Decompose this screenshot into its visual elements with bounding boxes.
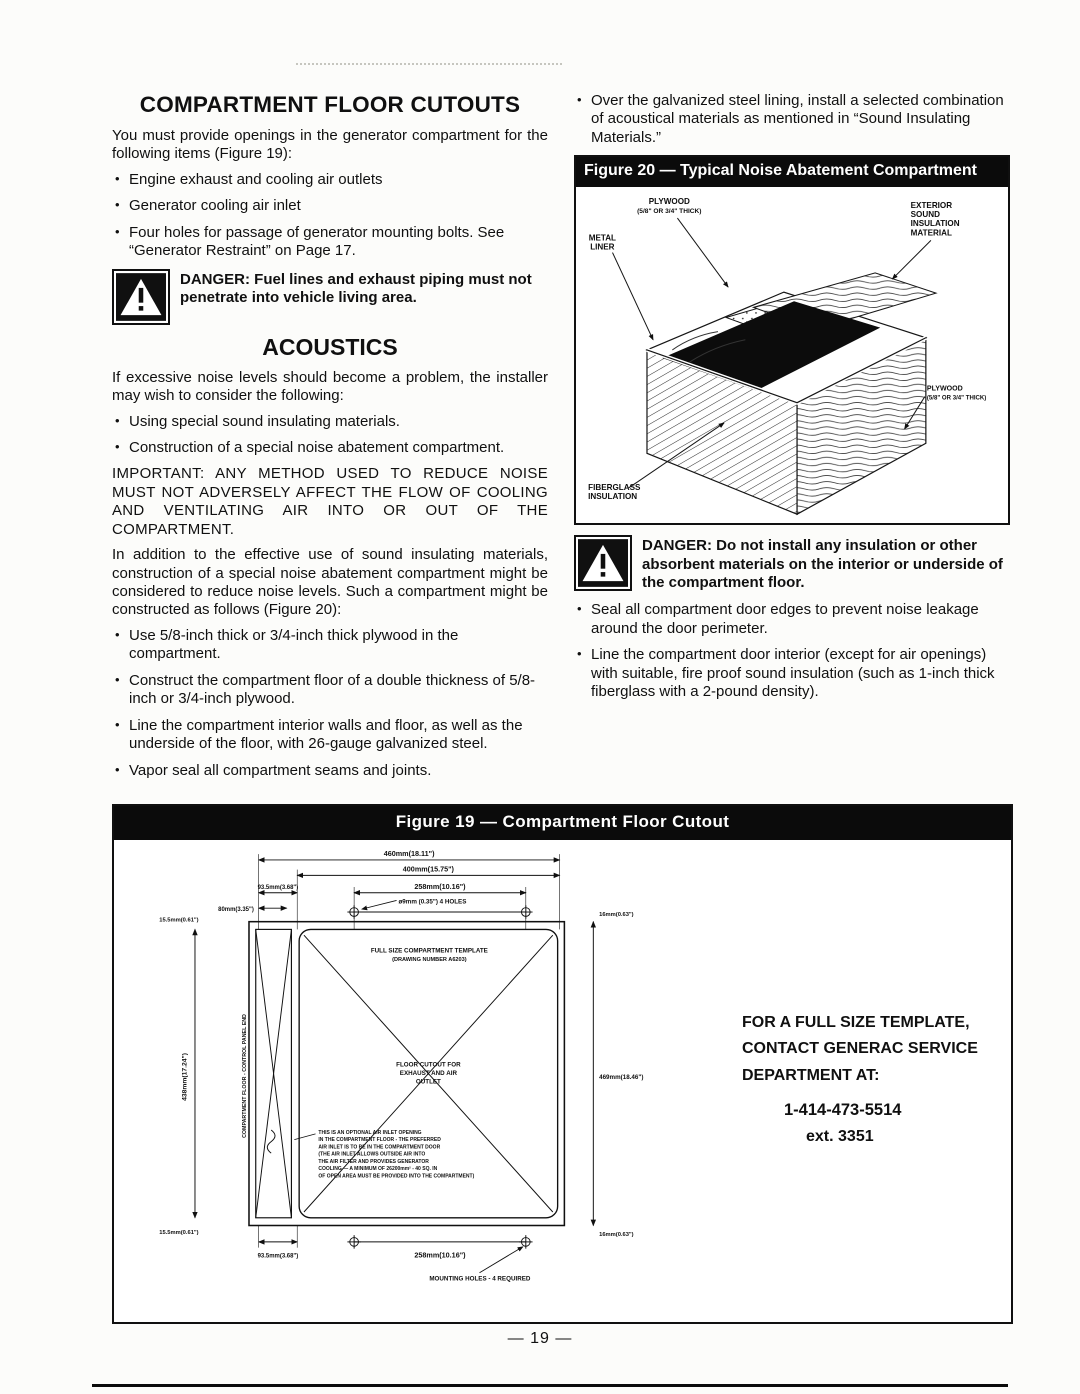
contact-line-3: DEPARTMENT AT:: [742, 1066, 880, 1084]
warning-triangle-icon: [578, 539, 628, 587]
list-item: [112, 171, 548, 189]
danger-warning-insulation: [574, 535, 1010, 592]
dim-16-bot: 16mm(0.63"): [599, 1232, 634, 1239]
danger-icon: [112, 269, 170, 325]
svg-text:THE AIR FILTER AND PROVIDES GE: THE AIR FILTER AND PROVIDES GENERATOR: [318, 1158, 429, 1165]
danger-icon: [574, 535, 632, 591]
svg-text:INSULATION: INSULATION: [588, 492, 638, 502]
contact-line-2: CONTACT GENERAC SERVICE: [742, 1040, 978, 1058]
list-item-text: Engine exhaust and cooling air outlets: [129, 170, 383, 188]
svg-text:IN THE COMPARTMENT FLOOR - THE: IN THE COMPARTMENT FLOOR - THE PREFERRED: [318, 1137, 441, 1144]
noise-abatement-drawing: [576, 187, 1008, 523]
svg-text:AIR INLET IS TO BE IN THE COMP: AIR INLET IS TO BE IN THE COMPARTMENT DOOR: [318, 1144, 441, 1151]
dim-16-top: 16mm(0.63"): [599, 911, 634, 918]
list-item-text: Use 5/8-inch thick or 3/4-inch thick plywood in the compartment.: [129, 626, 459, 663]
figure-19: [112, 804, 1013, 1324]
label-cutout: FLOOR CUTOUT FOR: [396, 1061, 461, 1069]
label-template: FULL SIZE COMPARTMENT TEMPLATE: [370, 947, 488, 955]
list-item: [574, 601, 1010, 638]
figure19-title: Figure 19 — Compartment Floor Cutout: [114, 806, 1011, 840]
right-column: [574, 92, 1010, 804]
dimension-labels: [159, 849, 643, 1259]
list-item-text: Over the galvanized steel lining, install a selected combination of acoustical materials as mentioned in “Sound Insulating Materials.”: [591, 92, 1004, 146]
scan-artifact: [296, 63, 562, 65]
warning-triangle-icon: [116, 273, 166, 321]
openings-list: [112, 171, 548, 261]
list-item: [112, 413, 548, 431]
consider-list: [112, 413, 548, 458]
dim-460: 460mm(18.11"): [383, 849, 435, 859]
figure20-title: Figure 20 — Typical Noise Abatement Compartment: [576, 157, 1008, 187]
svg-text:THIS IS AN OPTIONAL AIR INLET: THIS IS AN OPTIONAL AIR INLET OPENING: [318, 1129, 422, 1136]
list-item-text: Four holes for passage of generator mounting bolts. See “Generator Restraint” on Page 17.: [129, 223, 505, 260]
dim-258-bot: 258mm(10.16"): [414, 1250, 466, 1260]
svg-text:OF OPEN AREA MUST BE PROVIDED: OF OPEN AREA MUST BE PROVIDED INTO THE COMPARTMENT): [318, 1173, 475, 1180]
paragraph-intro: You must provide openings in the generator compartment for the following items (Figure 19):: [112, 127, 548, 163]
page-number: — 19 —: [507, 1330, 573, 1347]
label-vertical: COMPARTMENT FLOOR - CONTROL PANEL END: [242, 1014, 249, 1138]
danger-warning-fuel: [112, 269, 548, 325]
svg-text:OUTLET: OUTLET: [415, 1078, 441, 1086]
dim-155-top: 15.5mm(0.61"): [159, 917, 199, 924]
scan-artifact-bottom: [92, 1384, 1008, 1387]
label-plywood-top: PLYWOOD: [648, 197, 690, 207]
left-column: [112, 92, 548, 804]
svg-text:(5/8" OR 3/4" THICK): (5/8" OR 3/4" THICK): [926, 394, 987, 402]
svg-text:SOUND: SOUND: [910, 210, 940, 220]
svg-text:INSULATION: INSULATION: [910, 219, 960, 229]
dim-80: 80mm(3.35"): [218, 907, 254, 914]
label-metal-liner: METAL: [588, 233, 617, 243]
label-fiberglass: FIBERGLASS: [588, 483, 641, 493]
dim-935-top: 93.5mm(3.68"): [257, 884, 299, 891]
list-item-text: Construct the compartment floor of a double thickness of 5/8-inch or 3/4-inch plywood.: [129, 671, 536, 708]
note-block: [318, 1130, 474, 1179]
text-columns: [112, 92, 1010, 804]
label-plywood-right: PLYWOOD: [926, 384, 963, 393]
lining-list: [574, 92, 1010, 147]
list-item: [112, 762, 548, 780]
list-item: [112, 439, 548, 457]
paragraph-construction-intro: In addition to the effective use of sound insulating materials, construction of a special noise abatement compartment might be considered to reduce noise levels. Such a compartment might be constructed as follows (Figure 20):: [112, 546, 548, 619]
list-item-text: Construction of a special noise abatement compartment.: [129, 438, 505, 456]
figure20-illustration: [576, 187, 1008, 523]
dim-438: 438mm(17.24"): [181, 1053, 189, 1101]
list-item: [574, 646, 1010, 701]
list-item-text: Line the compartment door interior (except for air openings) with suitable, fire proof sound insulation (such as 1-inch thick fiberglass with a 2-pound density).: [591, 646, 995, 700]
danger-text: DANGER: Do not install any insulation or other absorbent materials on the interior or underside of the compartment floor.: [642, 537, 1003, 591]
template-contact-info: [742, 1010, 998, 1151]
floor-cutout-drawing: [140, 842, 738, 1310]
phone-extension: ext. 3351: [806, 1128, 874, 1146]
list-item-text: Vapor seal all compartment seams and joints.: [129, 761, 432, 779]
construction-list: [112, 627, 548, 780]
svg-text:COOLING — A MINIMUM OF 26200mm: COOLING — A MINIMUM OF 26200mm² - 40 SQ. IN: [318, 1166, 438, 1173]
list-item: [112, 672, 548, 709]
figure19-drawing-area: [114, 840, 1011, 1318]
paragraph-acoustics-intro: If excessive noise levels should become a problem, the installer may wish to consider the following:: [112, 368, 548, 405]
list-item: [112, 717, 548, 754]
list-item-text: Line the compartment interior walls and floor, as well as the underside of the floor, with 26-gauge galvanized steel.: [129, 716, 523, 753]
dim-469: 469mm(18.46"): [599, 1073, 644, 1081]
label-holes: ø9mm (0.35") 4 HOLES: [398, 898, 467, 906]
dim-400: 400mm(15.75"): [402, 864, 454, 874]
dim-155-bot: 15.5mm(0.61"): [159, 1230, 199, 1237]
label-exterior-insulation: EXTERIOR: [910, 201, 953, 211]
svg-text:MATERIAL: MATERIAL: [910, 228, 952, 238]
list-item: [112, 627, 548, 664]
contact-line-1: FOR A FULL SIZE TEMPLATE,: [742, 1014, 970, 1031]
svg-text:(DRAWING NUMBER A6203): (DRAWING NUMBER A6203): [392, 957, 467, 964]
dimension-lines: [195, 854, 593, 1248]
svg-text:LINER: LINER: [590, 242, 615, 252]
svg-text:(5/8" OR 3/4" THICK): (5/8" OR 3/4" THICK): [637, 208, 702, 216]
heading-acoustics: ACOUSTICS: [262, 333, 398, 360]
paragraph-important: IMPORTANT: ANY METHOD USED TO REDUCE NOISE MUST NOT ADVERSELY AFFECT THE FLOW OF COOLING AND VENTILATING AIR INTO OR OUT OF THE COMPARTMENT.: [112, 465, 548, 538]
list-item-text: Seal all compartment door edges to prevent noise leakage around the door perimeter.: [591, 601, 979, 637]
list-item: [112, 224, 548, 261]
list-item-text: Using special sound insulating materials.: [129, 412, 400, 430]
list-item: [112, 197, 548, 215]
dim-935-bot: 93.5mm(3.68"): [257, 1253, 299, 1260]
phone-number: 1-414-473-5514: [784, 1101, 902, 1120]
dim-258-top: 258mm(10.16"): [414, 881, 466, 891]
list-item-text: Generator cooling air inlet: [129, 197, 301, 215]
danger-text: DANGER: Fuel lines and exhaust piping must not penetrate into vehicle living area.: [180, 270, 532, 306]
svg-text:EXHAUST AND AIR: EXHAUST AND AIR: [399, 1070, 457, 1078]
label-mounting: MOUNTING HOLES - 4 REQUIRED: [429, 1275, 531, 1283]
door-list: [574, 601, 1010, 701]
list-item: [574, 92, 1010, 147]
figure-20: [574, 155, 1010, 525]
heading-compartment-floor-cutouts: COMPARTMENT FLOOR CUTOUTS: [139, 92, 521, 117]
svg-text:(THE AIR INLET ALLOWS OUTSIDE: (THE AIR INLET ALLOWS OUTSIDE AIR INTO: [318, 1151, 426, 1158]
